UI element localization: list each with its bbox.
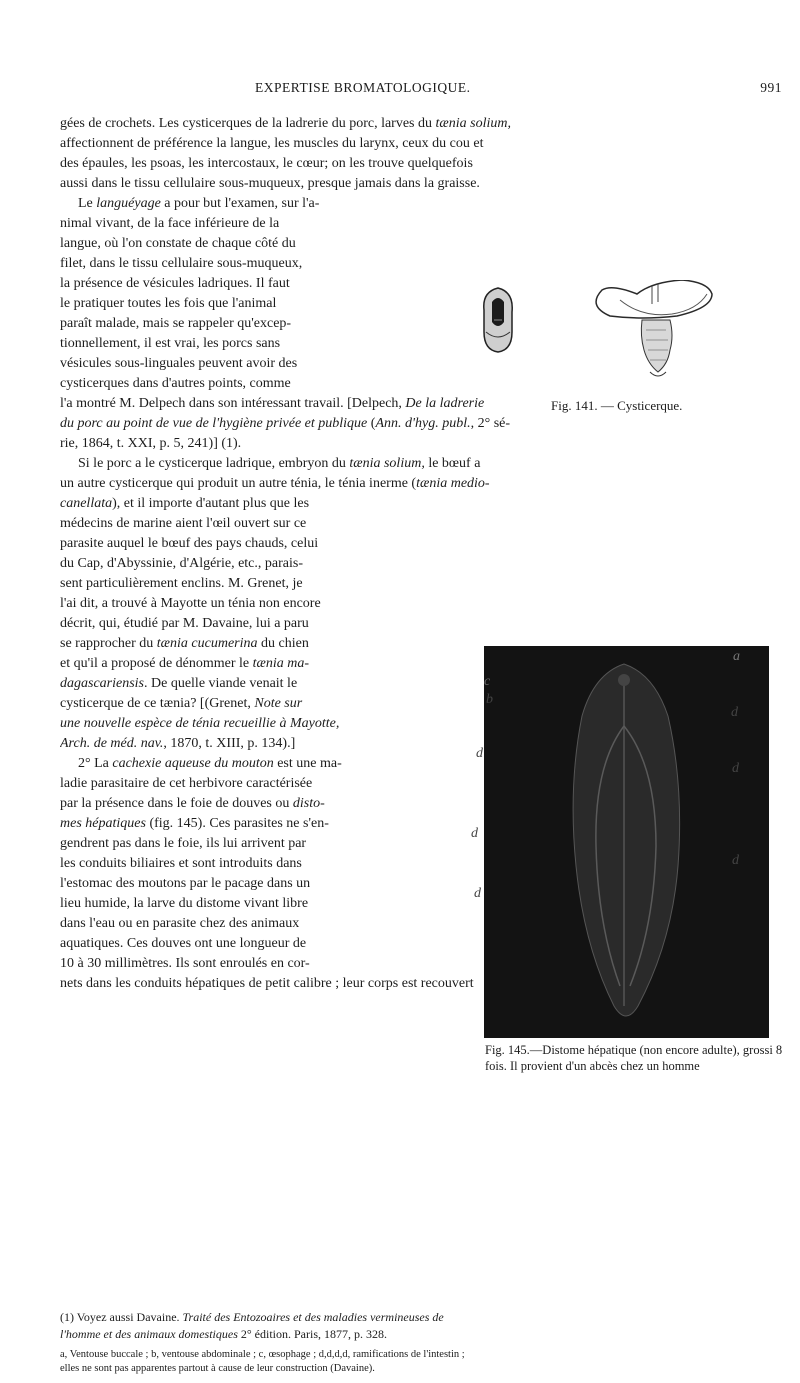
text: le bœuf a <box>424 456 481 471</box>
text-italic: dagascariensis <box>60 676 144 691</box>
text-line: le pratiquer toutes les fois que l'animal <box>60 296 277 311</box>
text-line: gendrent pas dans le foie, ils lui arrivent par <box>60 836 307 851</box>
text-italic: disto- <box>292 796 325 811</box>
text: a pour but l'examen, sur l'a- <box>160 196 320 211</box>
term-langueyage: languéyage <box>96 196 161 211</box>
text-italic: tænia ma- <box>252 656 310 671</box>
text-line: dans l'eau ou en parasite chez des animaux <box>60 916 300 931</box>
figure-141-caption: Fig. 141. — Cysticerque. <box>551 398 683 413</box>
paragraph-cysticerque-boeuf <box>60 454 790 494</box>
text-line: affectionnent de préférence la langue, les muscles du larynx, ceux du cou et <box>60 136 484 151</box>
text-line: rie, 1864, t. XXI, p. 5, 241)] (1). <box>60 436 242 451</box>
running-head <box>70 80 790 100</box>
text: ), et il importe d'autant plus que les <box>112 496 310 511</box>
cyst-small-drawing <box>484 288 512 352</box>
figure-141-cysticerque <box>472 280 772 392</box>
text-line: médecins de marine aient l'œil ouvert sur ce <box>60 516 307 531</box>
paragraph-delpech <box>60 394 790 454</box>
text-line: paraît malade, mais se rappeler qu'excep- <box>60 316 292 331</box>
text: et qu'il a proposé de dénommer le <box>60 656 253 671</box>
text-italic: tænia cucumerina <box>156 636 258 651</box>
text-line: lieu humide, la larve du distome vivant libre <box>60 896 309 911</box>
text-line: nimal vivant, de la face inférieure de la <box>60 216 280 231</box>
distome-drawing <box>484 646 769 1038</box>
figure-legend <box>60 1348 790 1376</box>
text-line: nets dans les conduits hépatiques de petit calibre ; leur corps est recouvert <box>60 976 474 991</box>
text-line: décrit, qui, étudié par M. Davaine, lui a paru <box>60 616 309 631</box>
legend-line: a, Ventouse buccale ; b, ventouse abdominale ; c, œsophage ; d,d,d,d, ramifications de l'intestin ; <box>60 1349 465 1360</box>
text: un autre cysticerque qui produit un autre ténia, le ténia inerme ( <box>60 476 417 491</box>
text-italic: du porc au point de vue de l'hygiène privée et publique <box>60 416 368 431</box>
label-b: b <box>486 692 493 707</box>
text-italic: l'homme et des animaux domestiques <box>60 1327 238 1341</box>
text: Le <box>78 196 97 211</box>
text: Si le porc a le cysticerque ladrique, embryon du <box>78 456 350 471</box>
page-number: 991 <box>760 80 782 95</box>
label-d-6: d <box>474 886 481 901</box>
label-d-1: d <box>731 705 738 720</box>
text-line: vésicules sous-linguales peuvent avoir des <box>60 356 298 371</box>
label-a: a <box>733 649 740 664</box>
text-line: gées de crochets. Les cysticerques de la ladrerie du porc, larves du <box>60 116 436 131</box>
label-d-5: d <box>732 853 739 868</box>
text-line: ladie parasitaire de cet herbivore caractérisée <box>60 776 313 791</box>
text-italic: cachexie aqueuse du mouton <box>112 756 274 771</box>
text: 2° La <box>78 756 113 771</box>
text: 2° édition. Paris, 1877, p. 328. <box>237 1327 388 1341</box>
text-italic: tænia medio- <box>416 476 490 491</box>
text-line: parasite auquel le bœuf des pays chauds, celui <box>60 536 319 551</box>
text: l'a montré M. Delpech dans son intéressant travail. [Delpech, <box>60 396 406 411</box>
text: , 1870, t. XIII, p. 134).] <box>163 736 296 751</box>
text-italic: De la ladrerie <box>405 396 485 411</box>
footnote <box>60 1309 790 1343</box>
text-line: l'estomac des moutons par le pacage dans un <box>60 876 311 891</box>
paragraph-ladrerie <box>60 114 790 194</box>
running-title: EXPERTISE BROMATOLOGIQUE. <box>255 80 471 95</box>
text-italic: tænia solium, <box>435 116 511 131</box>
text: par la présence dans le foie de douves ou <box>60 796 293 811</box>
text: est une ma- <box>273 756 342 771</box>
text: se rapprocher du <box>60 636 157 651</box>
label-c: c <box>484 674 491 689</box>
text-line: 10 à 30 millimètres. Ils sont enroulés en cor- <box>60 956 310 971</box>
text-line: filet, dans le tissu cellulaire sous-muqueux, <box>60 256 303 271</box>
text-line: l'ai dit, a trouvé à Mayotte un ténia non encore <box>60 596 321 611</box>
text-italic: Arch. de méd. nav. <box>60 736 164 751</box>
text-line: du Cap, d'Abyssinie, d'Algérie, etc., parais- <box>60 556 303 571</box>
text-italic: tænia solium, <box>349 456 425 471</box>
text-italic: Traité des Entozoaires et des maladies vermineuses de <box>182 1310 444 1324</box>
paragraph-cysticerque-boeuf-narrow <box>60 494 456 754</box>
text-line: sent particulièrement enclins. M. Grenet, je <box>60 576 303 591</box>
figure-145-caption: Fig. 145.—Distome hépatique (non encore adulte), grossi 8 fois. Il provient d'un abcès chez un homme <box>485 1043 783 1073</box>
figure-145-distome <box>471 646 769 1038</box>
text-line: tionnellement, il est vrai, les porcs sans <box>60 336 281 351</box>
legend-line: elles ne sont pas apparentes partout à cause de leur construction (Davaine). <box>60 1363 375 1374</box>
text: , 2° sé- <box>470 416 511 431</box>
text-italic: Note sur <box>254 696 303 711</box>
label-d-4: d <box>471 826 478 841</box>
text-italic: une nouvelle espèce de ténia recueillie à Mayotte, <box>60 716 340 731</box>
text: (fig. 145). Ces parasites ne s'en- <box>145 816 329 831</box>
text-line: les conduits biliaires et sont introduits dans <box>60 856 302 871</box>
label-d-3: d <box>732 761 739 776</box>
text-line: des épaules, les psoas, les intercostaux, le cœur; on les trouve quelquefois <box>60 156 473 171</box>
paragraph-langueyage <box>60 194 465 394</box>
text-italic: mes hépatiques <box>60 816 146 831</box>
text-line: la présence de vésicules ladriques. Il faut <box>60 276 290 291</box>
text-italic: canellata <box>60 496 113 511</box>
text: . De quelle viande venait le <box>144 676 298 691</box>
cyst-large-drawing <box>596 280 712 376</box>
paragraph-cachexie <box>60 754 456 974</box>
label-d-2: d <box>476 746 483 761</box>
text-italic: Ann. d'hyg. publ. <box>375 416 471 431</box>
text-line: aquatiques. Ces douves ont une longueur de <box>60 936 307 951</box>
text-line: langue, où l'on constate de chaque côté du <box>60 236 296 251</box>
text-line: cysticerques dans d'autres points, comme <box>60 376 291 391</box>
text: (1) Voyez aussi Davaine. <box>60 1310 183 1324</box>
text: ( <box>367 416 376 431</box>
text: cysticerque de ce tænia? [(Grenet, <box>60 696 255 711</box>
text: du chien <box>257 636 309 651</box>
text-line: aussi dans le tissu cellulaire sous-muqueux, presque jamais dans la graisse. <box>60 176 480 191</box>
